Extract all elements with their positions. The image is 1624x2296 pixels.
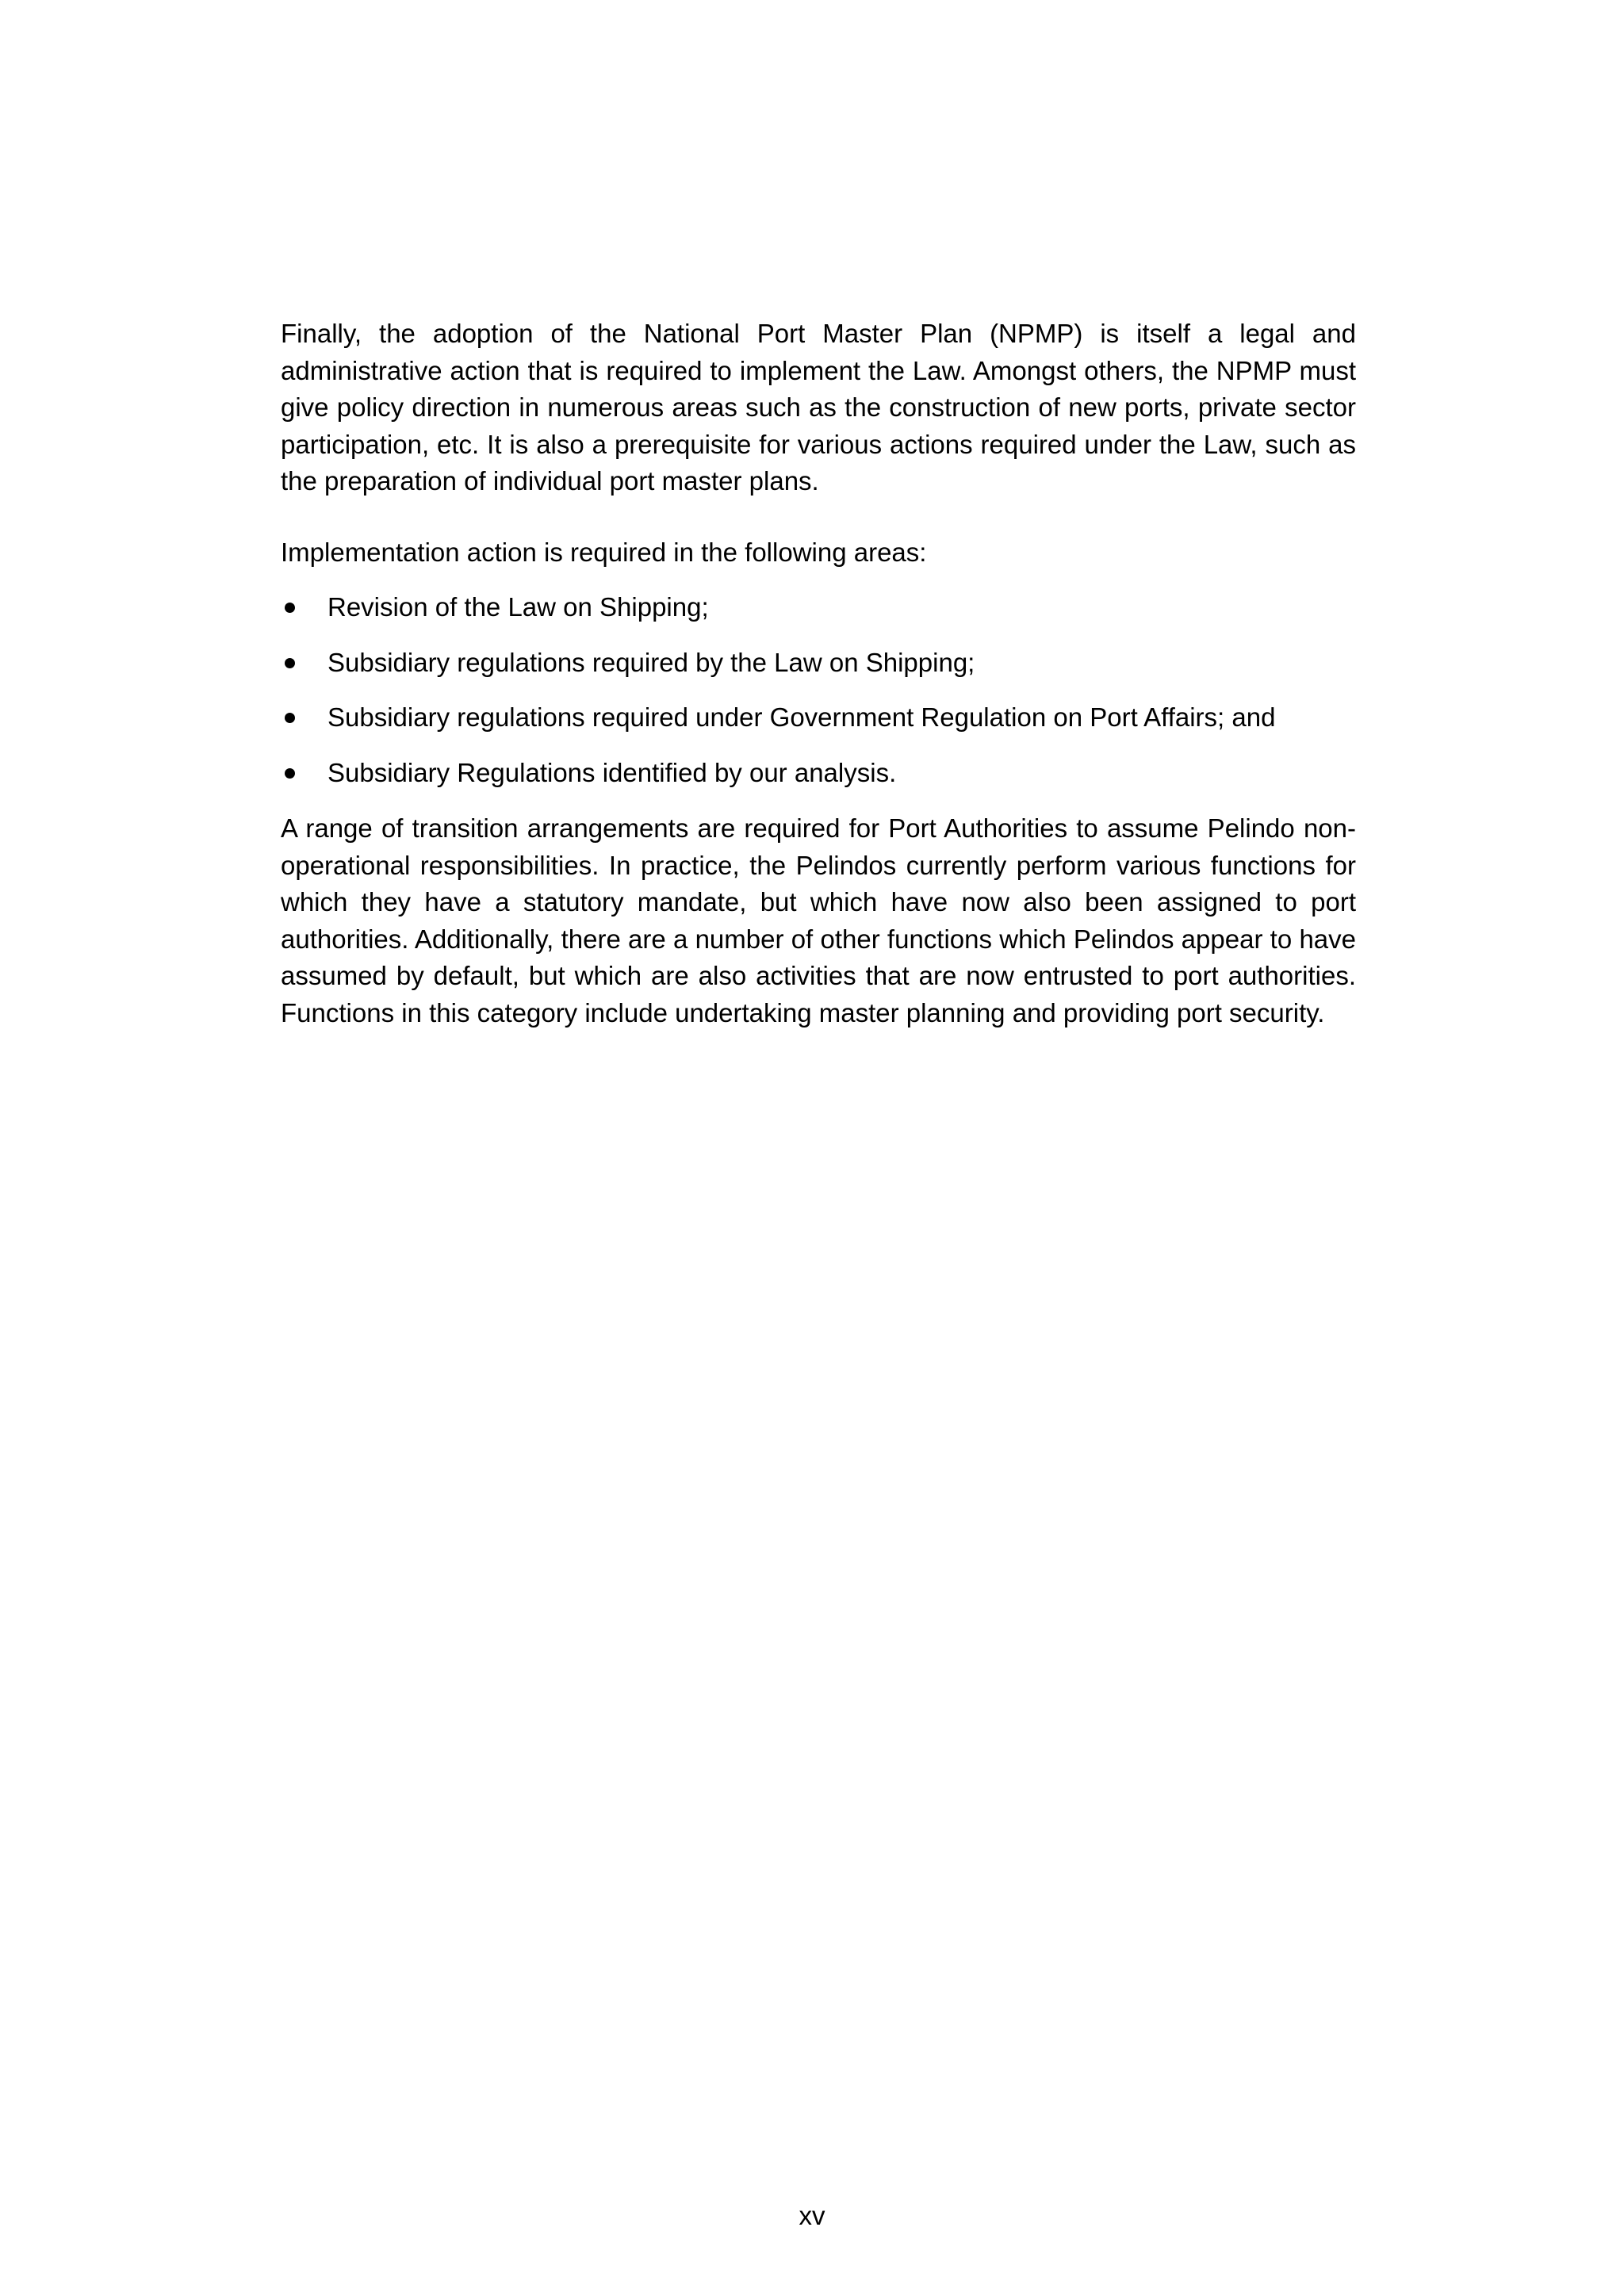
implementation-areas-list [281, 589, 1356, 791]
list-item-text: Revision of the Law on Shipping; [327, 592, 709, 622]
page-number: xv [799, 2201, 825, 2230]
bullet-icon [285, 713, 295, 723]
bullet-icon [285, 658, 295, 668]
paragraph-implementation-intro: Implementation action is required in the following areas: [281, 537, 927, 567]
paragraph-npmp-adoption: Finally, the adoption of the National Port Master Plan (NPMP) is itself a legal and administrative action that is required to implement the Law. Amongst others, the NPMP must give policy direction in numerous areas such as the construction of new ports, private sector participation, etc. It is also a prerequisite for various actions required under the Law, such as the preparation of individual port master plans. [281, 319, 1356, 496]
list-item [281, 755, 1356, 792]
list-item [281, 699, 1356, 737]
list-item-text: Subsidiary regulations required by the Law on Shipping; [327, 647, 975, 677]
paragraph-transition-arrangements: A range of transition arrangements are required for Port Authorities to assume Pelindo non-operational responsibilities. In practice, the Pelindos currently perform various functions for which they have a statutory mandate, but which have now also been assigned to port authorities. Additionally, there are a number of other functions which Pelindos appear to have assumed by default, but which are also activities that are now entrusted to port authorities. Functions in this category include undertaking master planning and providing port security. [281, 813, 1356, 1027]
list-item [281, 589, 1356, 626]
list-item [281, 645, 1356, 682]
document-body [281, 316, 1356, 1031]
bullet-icon [285, 603, 295, 613]
list-item-text: Subsidiary Regulations identified by our analysis. [327, 757, 897, 787]
bullet-icon [285, 768, 295, 779]
list-item-text: Subsidiary regulations required under Government Regulation on Port Affairs; and [327, 702, 1276, 732]
